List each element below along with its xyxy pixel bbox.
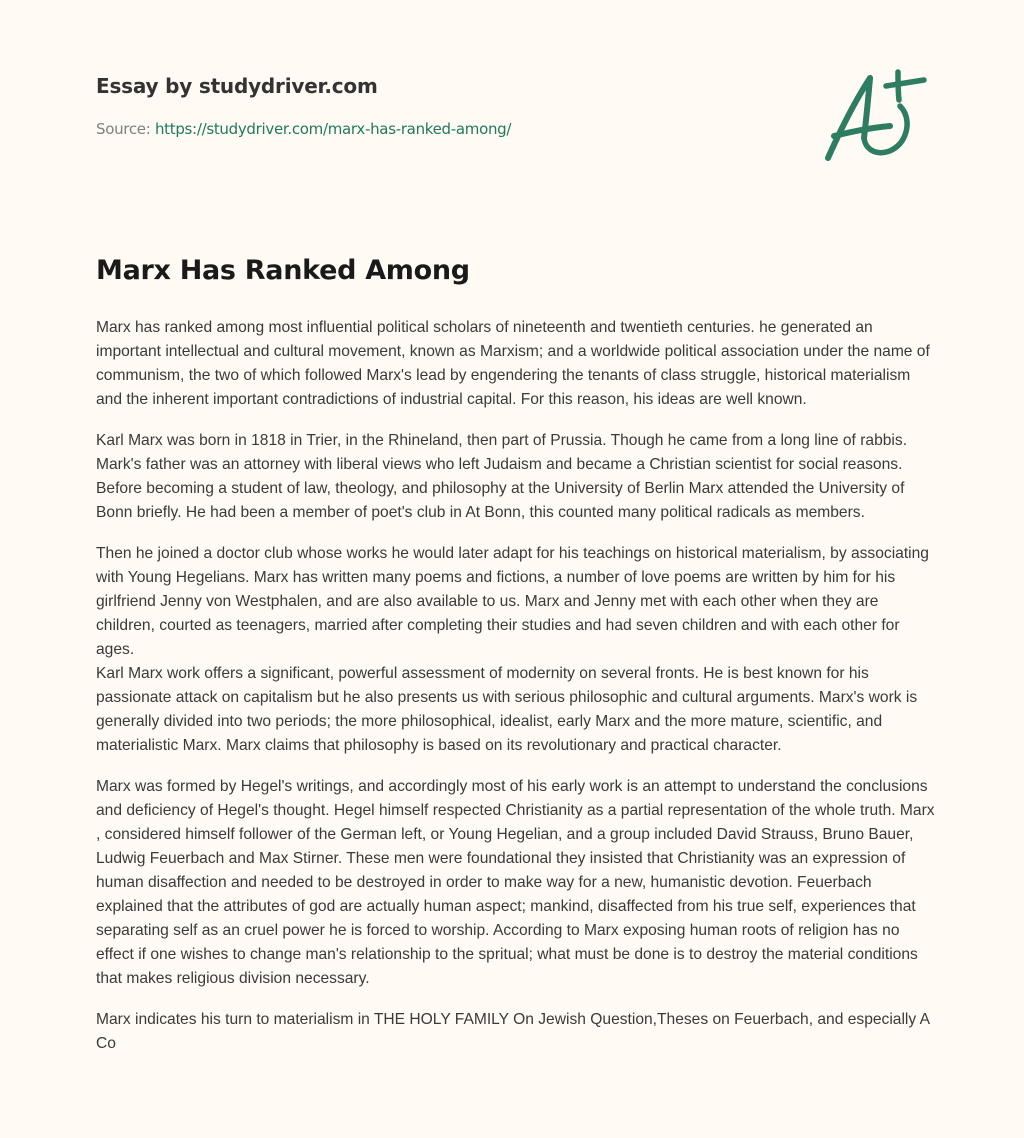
source-link[interactable]: https://studydriver.com/marx-has-ranked-among/: [154, 120, 512, 138]
essay-paragraph: Marx has ranked among most influential political scholars of nineteenth and twentieth centuries. he generated an important intellectual and cultural movement, known as Marxism; and a worldwide political association under the name of communism, the two of which followed Marx's lead by engendering the tenants of class struggle, historical materialism and the inherent important contradictions of industrial capital. For this reason, his ideas are well known.: [96, 319, 930, 408]
essay-title: Marx Has Ranked Among: [96, 255, 470, 286]
essay-paragraph: Marx was formed by Hegel's writings, and accordingly most of his early work is an attempt to understand the conclusions and deficiency of Hegel's thought. Hegel himself respected Christianity as a partial representation of the whole truth. Marx , considered himself follower of the German left, or Young Hegelian, and a group included David Strauss, Bruno Bauer, Ludwig Feuerbach and Max Stirner. These men were foundational they insisted that Christianity was an expression of human disaffection and needed to be destroyed in order to make way for a new, humanistic devotion. Feuerbach explained that the attributes of god are actually human aspect; mankind, disaffected from his true self, experiences that separating self as an cruel power he is forced to worship. According to Marx exposing human roots of religion has no effect if one wishes to change man's relationship to the spritual; what must be done is to destroy the material conditions that makes religious division necessary.: [96, 778, 935, 987]
essay-paragraph: Karl Marx was born in 1818 in Trier, in the Rhineland, then part of Prussia. Though he came from a long line of rabbis. Mark's father was an attorney with liberal views who left Judaism and became a Christian scientist for social reasons. Before becoming a student of law, theology, and philosophy at the University of Berlin Marx attended the University of Bonn briefly. He had been a member of poet's club in At Bonn, this counted many political radicals as members.: [96, 432, 908, 521]
site-title: Essay by studydriver.com: [96, 74, 378, 98]
page-header: [96, 74, 696, 138]
essay-paragraph: Karl Marx work offers a significant, powerful assessment of modernity on several fronts. He is best known for his passionate attack on capitalism but he also presents us with serious philosophic and cultural arguments. Marx's work is generally divided into two periods; the more philosophical, idealist, early Marx and the more mature, scientific, and materialistic Marx. Marx claims that philosophy is based on its revolutionary and practical character.: [96, 665, 918, 754]
source-label: Source:: [96, 120, 151, 138]
essay-paragraph: Then he joined a doctor club whose works he would later adapt for his teachings on historical materialism, by associating with Young Hegelians. Marx has written many poems and fictions, a number of love poems are written by him for his girlfriend Jenny von Westphalen, and are also available to us. Marx and Jenny met with each other when they are children, courted as teenagers, married after completing their studies and had seven children and with each other for ages.: [96, 545, 929, 658]
essay-paragraph: Marx indicates his turn to materialism in THE HOLY FAMILY On Jewish Question,Theses on Feuerbach, and especially A Co: [96, 1011, 930, 1052]
essay-body: [96, 316, 936, 1073]
a-plus-grade-icon: [820, 66, 930, 166]
source-line: [96, 120, 696, 138]
